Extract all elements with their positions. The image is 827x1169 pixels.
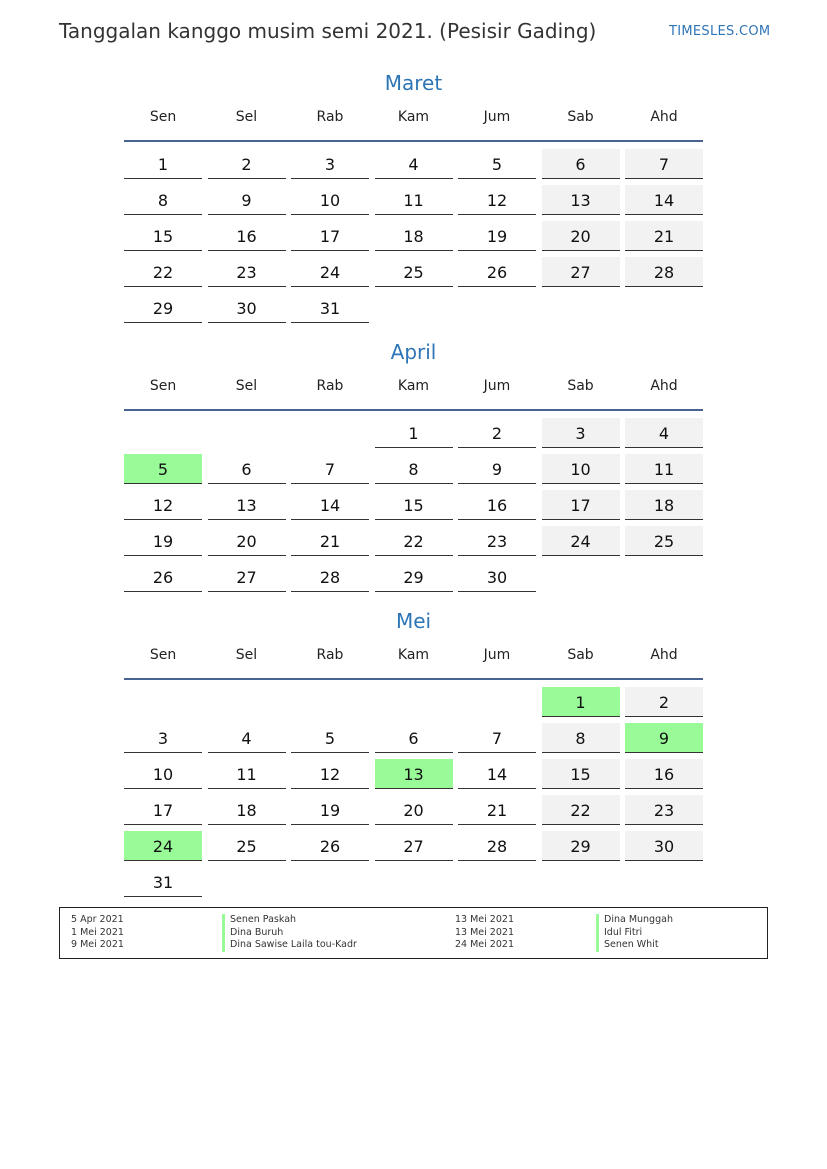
day-cell: 31 [291,293,369,323]
day-cell: 28 [291,562,369,592]
weekday-label: Sel [235,109,258,125]
legend-holiday-name: Dina Munggah [596,914,673,927]
day-cell: 17 [291,221,369,251]
legend-holiday-name: Dina Buruh [222,927,357,940]
day-cell: 7 [458,723,536,753]
holiday-day-cell: 24 [124,831,202,861]
day-grid [124,142,703,329]
day-cell: 29 [124,293,202,323]
weekday-label: Jum [483,109,511,125]
holiday-day-cell: 5 [124,454,202,484]
day-cell: 25 [625,526,703,556]
legend-dates-left [71,914,124,952]
day-cell: 2 [208,149,286,179]
day-cell: 11 [625,454,703,484]
weekday-label: Kam [397,647,430,663]
weekday-label: Rab [316,647,344,663]
day-cell: 19 [458,221,536,251]
legend-date: 13 Mei 2021 [455,926,514,938]
day-cell: 5 [291,723,369,753]
month-title: Mei [395,609,432,633]
day-cell: 13 [542,185,620,215]
day-cell: 19 [291,795,369,825]
day-cell: 27 [542,257,620,287]
day-cell: 4 [375,149,453,179]
day-cell: 25 [375,257,453,287]
day-cell: 3 [542,418,620,448]
day-cell: 23 [458,526,536,556]
legend-date: 9 Mei 2021 [71,939,124,950]
month-calendar [124,609,703,903]
day-cell: 20 [375,795,453,825]
day-cell: 15 [542,759,620,789]
day-cell: 24 [542,526,620,556]
day-cell: 31 [124,867,202,897]
day-cell: 28 [625,257,703,287]
day-cell: 8 [542,723,620,753]
legend-date: 1 Mei 2021 [71,926,124,938]
day-cell: 21 [458,795,536,825]
day-cell: 26 [458,257,536,287]
day-cell: 29 [542,831,620,861]
legend-date: 24 Mei 2021 [455,939,514,950]
holiday-legend [59,907,768,959]
month-calendar [124,71,703,329]
legend-holiday-name: Idul Fitri [596,927,673,940]
day-cell: 20 [542,221,620,251]
legend-names-right [596,914,673,952]
month-title: April [390,340,437,364]
day-cell: 10 [124,759,202,789]
weekday-header [124,633,703,678]
day-cell: 11 [375,185,453,215]
day-cell: 8 [375,454,453,484]
day-cell: 18 [625,490,703,520]
day-cell: 21 [625,221,703,251]
legend-holiday-name: Dina Sawise Laila tou-Kadr [222,939,357,952]
day-cell: 14 [625,185,703,215]
legend-holiday-name: Senen Paskah [222,914,357,927]
day-cell: 10 [291,185,369,215]
day-cell: 22 [375,526,453,556]
legend-holiday-name: Senen Whit [596,939,673,952]
weekday-label: Ahd [650,109,678,125]
day-cell: 21 [291,526,369,556]
day-grid [124,680,703,903]
day-cell: 16 [458,490,536,520]
page-title: Tanggalan kanggo musim semi 2021. (Pesisir Gading) [59,19,597,43]
month-calendar [124,340,703,598]
day-cell: 12 [291,759,369,789]
legend-names-left [222,914,357,952]
day-cell: 7 [291,454,369,484]
weekday-label: Sen [149,109,177,125]
weekday-label: Sen [149,378,177,394]
day-cell: 4 [625,418,703,448]
weekday-header [124,95,703,140]
day-cell: 24 [291,257,369,287]
day-cell: 1 [124,149,202,179]
day-cell: 10 [542,454,620,484]
day-cell: 4 [208,723,286,753]
legend-date: 13 Mei 2021 [455,914,514,925]
day-cell: 23 [208,257,286,287]
day-cell: 16 [208,221,286,251]
day-cell: 22 [542,795,620,825]
day-cell: 12 [458,185,536,215]
site-link[interactable]: TIMESLES.COM [669,24,771,39]
day-cell: 5 [458,149,536,179]
day-cell: 12 [124,490,202,520]
day-cell: 3 [291,149,369,179]
weekday-label: Sel [235,647,258,663]
weekday-label: Jum [483,378,511,394]
day-cell: 18 [208,795,286,825]
day-cell: 2 [625,687,703,717]
day-cell: 14 [458,759,536,789]
day-cell: 1 [375,418,453,448]
day-cell: 9 [458,454,536,484]
day-cell: 2 [458,418,536,448]
day-cell: 29 [375,562,453,592]
day-cell: 27 [375,831,453,861]
weekday-header [124,364,703,409]
weekday-label: Rab [316,109,344,125]
day-cell: 8 [124,185,202,215]
day-cell: 9 [208,185,286,215]
weekday-label: Kam [397,109,430,125]
day-cell: 15 [124,221,202,251]
day-cell: 26 [291,831,369,861]
day-cell: 20 [208,526,286,556]
day-cell: 14 [291,490,369,520]
day-cell: 6 [542,149,620,179]
day-cell: 11 [208,759,286,789]
holiday-day-cell: 1 [542,687,620,717]
day-cell: 6 [375,723,453,753]
day-cell: 17 [124,795,202,825]
legend-dates-right [455,914,514,952]
weekday-label: Sen [149,647,177,663]
weekday-label: Sab [567,378,594,394]
day-cell: 27 [208,562,286,592]
day-cell: 13 [208,490,286,520]
legend-date: 5 Apr 2021 [71,914,124,925]
day-cell: 19 [124,526,202,556]
day-cell: 26 [124,562,202,592]
weekday-label: Rab [316,378,344,394]
day-cell: 3 [124,723,202,753]
day-cell: 18 [375,221,453,251]
day-cell: 6 [208,454,286,484]
weekday-label: Ahd [650,378,678,394]
day-cell: 17 [542,490,620,520]
holiday-day-cell: 9 [625,723,703,753]
weekday-label: Sab [567,109,594,125]
holiday-day-cell: 13 [375,759,453,789]
weekday-label: Kam [397,378,430,394]
day-cell: 25 [208,831,286,861]
day-cell: 16 [625,759,703,789]
day-cell: 15 [375,490,453,520]
day-grid [124,411,703,598]
day-cell: 7 [625,149,703,179]
weekday-label: Sab [567,647,594,663]
day-cell: 30 [458,562,536,592]
month-title: Maret [384,71,443,95]
day-cell: 23 [625,795,703,825]
weekday-label: Ahd [650,647,678,663]
weekday-label: Sel [235,378,258,394]
day-cell: 30 [208,293,286,323]
day-cell: 22 [124,257,202,287]
day-cell: 30 [625,831,703,861]
weekday-label: Jum [483,647,511,663]
day-cell: 28 [458,831,536,861]
